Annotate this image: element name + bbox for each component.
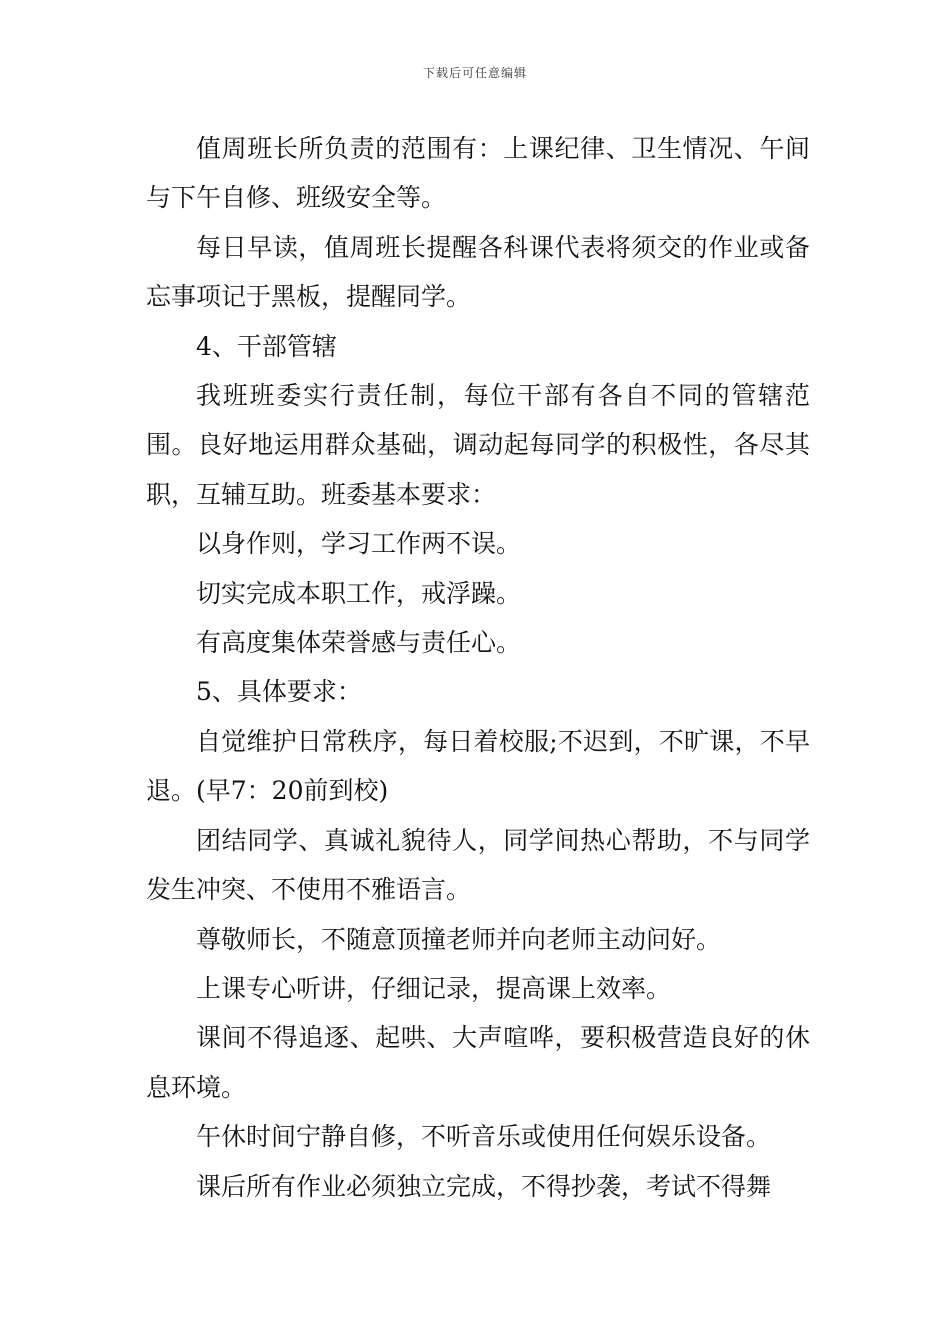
paragraph-class-focus: 上课专心听讲，仔细记录，提高课上效率。 bbox=[196, 973, 672, 1003]
document-body bbox=[146, 124, 810, 1211]
section-heading-cadre: 4、干部管辖 bbox=[196, 331, 337, 361]
paragraph-morning-reading: 每日早读，值周班长提醒各科课代表将须交的作业或备忘事项记于黑板，提醒同学。 bbox=[146, 232, 810, 312]
paragraph-break-conduct: 课间不得追逐、起哄、大声喧哗，要积极营造良好的休息环境。 bbox=[146, 1023, 810, 1102]
paragraph-unity: 团结同学、真诚礼貌待人，同学间热心帮助，不与同学发生冲突、不使用不雅语言。 bbox=[146, 825, 810, 905]
list-item-requirement-2: 切实完成本职工作，戒浮躁。 bbox=[196, 578, 522, 608]
page-header-note: 下载后可任意编辑 bbox=[422, 66, 527, 80]
paragraph-duty-scope: 值周班长所负责的范围有：上课纪律、卫生情况、午间与下午自修、班级安全等。 bbox=[146, 134, 810, 213]
paragraph-homework: 课后所有作业必须独立完成，不得抄袭，考试不得舞 bbox=[196, 1171, 772, 1201]
paragraph-noon-rest: 午休时间宁静自修，不听音乐或使用任何娱乐设备。 bbox=[196, 1122, 772, 1152]
paragraph-cadre-responsibility: 我班班委实行责任制，每位干部有各自不同的管辖范围。良好地运用群众基础，调动起每同学的积极性，各尽其职，互辅互助。班委基本要求： bbox=[146, 381, 810, 509]
list-item-requirement-3: 有高度集体荣誉感与责任心。 bbox=[196, 628, 522, 658]
list-item-requirement-1: 以身作则，学习工作两不误。 bbox=[196, 529, 522, 559]
paragraph-respect-teachers: 尊敬师长，不随意顶撞老师并向老师主动问好。 bbox=[196, 924, 722, 954]
section-heading-requirements: 5、具体要求： bbox=[196, 677, 362, 707]
paragraph-daily-order: 自觉维护日常秩序，每日着校服;不迟到，不旷课，不早退。(早7：20前到校) bbox=[146, 726, 810, 806]
